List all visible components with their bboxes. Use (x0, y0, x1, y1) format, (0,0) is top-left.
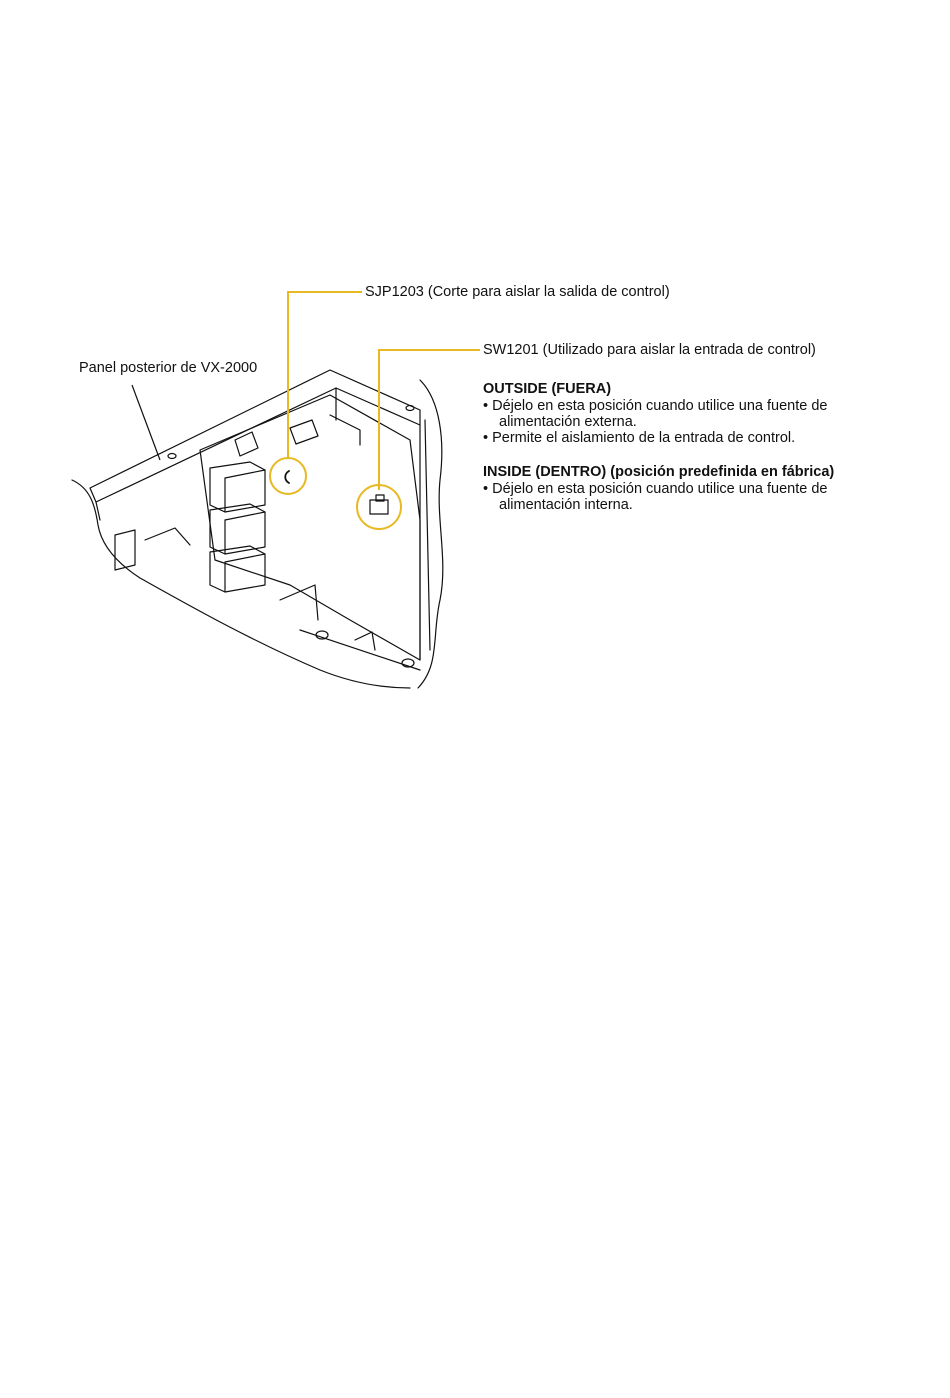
relay-3 (210, 546, 265, 592)
sjp-callout-circle (270, 458, 306, 494)
sw1201-switch (370, 500, 388, 514)
inside-bullet-1: • Déjelo en esta posición cuando utilice una fuente de (483, 481, 828, 497)
sw-callout-circle (357, 485, 401, 529)
outside-bullet-1: • Déjelo en esta posición cuando utilice una fuente de (483, 398, 828, 414)
relay-1 (210, 462, 265, 512)
relay-2 (210, 504, 265, 554)
panel-label: Panel posterior de VX-2000 (79, 360, 258, 376)
sjp1203-label: SJP1203 (Corte para aislar la salida de control) (365, 284, 670, 300)
sw1201-label: SW1201 (Utilizado para aislar la entrada de control) (483, 342, 816, 358)
outside-bullet-1-cont: alimentación externa. (499, 414, 637, 430)
left-break-line (72, 480, 410, 688)
sjp1203-jumper (285, 471, 289, 483)
inside-heading: INSIDE (DENTRO) (posición predefinida en fábrica) (483, 464, 835, 480)
outside-bullet-2: • Permite el aislamiento de la entrada de control. (483, 430, 796, 446)
outside-heading: OUTSIDE (FUERA) (483, 381, 612, 397)
rear-panel (90, 370, 420, 502)
inside-bullet-1-cont: alimentación interna. (499, 497, 633, 513)
sjp-leader-line (288, 292, 362, 458)
panel-leader-line (132, 385, 160, 460)
side-wall (336, 388, 430, 660)
sw-leader-line (379, 350, 480, 490)
